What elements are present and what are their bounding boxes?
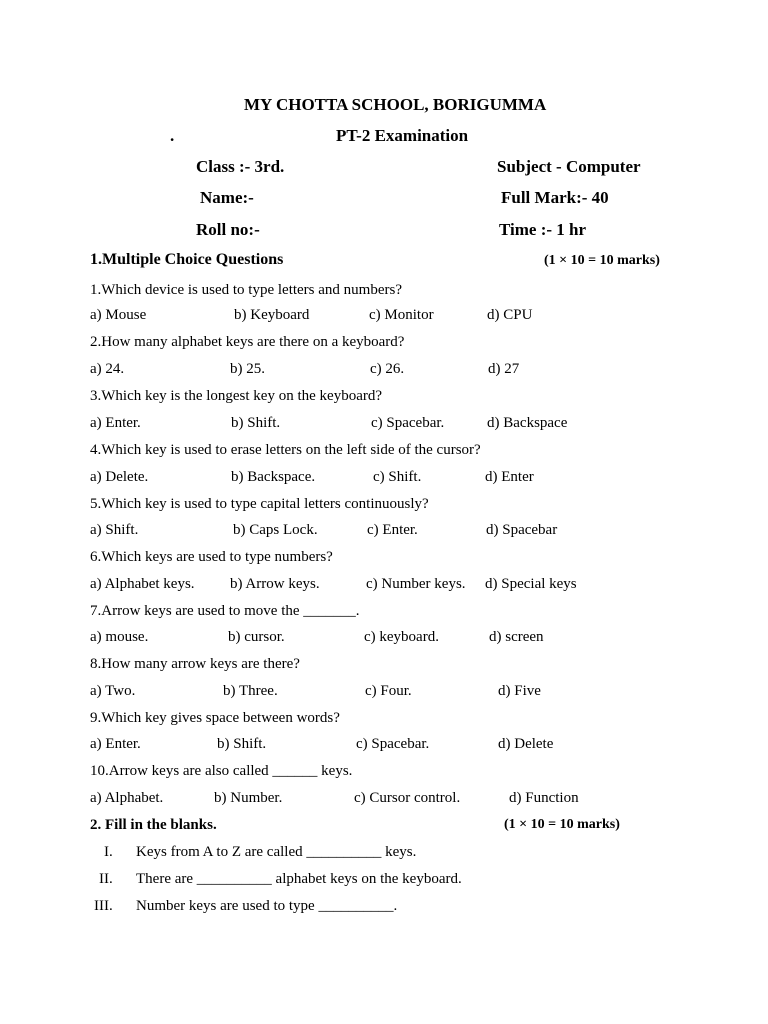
option-b: b) Arrow keys. [230, 576, 320, 592]
options-8 [0, 683, 768, 703]
options-2 [0, 361, 768, 381]
option-a: a) Two. [90, 683, 136, 699]
option-d: d) Backspace [487, 415, 568, 431]
options-3 [0, 415, 768, 435]
school-name: MY CHOTTA SCHOOL, BORIGUMMA [244, 95, 547, 114]
option-b: b) Shift. [231, 415, 281, 431]
option-a: a) Alphabet keys. [90, 576, 195, 592]
question-9: 9.Which key gives space between words? [90, 710, 340, 726]
option-d: d) Spacebar [486, 522, 558, 538]
option-c: c) Enter. [367, 522, 418, 538]
subject-label: Subject - Computer [497, 157, 641, 176]
question-5: 5.Which key is used to type capital letters continuously? [90, 496, 429, 512]
option-d: d) 27 [488, 361, 520, 377]
option-c: c) Number keys. [366, 576, 466, 592]
question-8: 8.How many arrow keys are there? [90, 656, 300, 672]
option-d: d) Delete [498, 736, 554, 752]
option-d: d) CPU [487, 307, 533, 323]
option-d: d) Function [509, 790, 579, 806]
option-a: a) Delete. [90, 469, 149, 485]
option-c: c) Spacebar. [371, 415, 445, 431]
full-mark-label: Full Mark:- 40 [501, 188, 609, 207]
options-5 [0, 522, 768, 542]
fill-blank-num-1: I. [104, 844, 113, 860]
option-c: c) Spacebar. [356, 736, 430, 752]
question-3: 3.Which key is the longest key on the keyboard? [90, 388, 383, 404]
option-c: c) Shift. [373, 469, 422, 485]
section1-marks: (1 × 10 = 10 marks) [544, 253, 660, 268]
option-b: b) Caps Lock. [233, 522, 318, 538]
option-a: a) Enter. [90, 736, 141, 752]
section2-marks: (1 × 10 = 10 marks) [504, 817, 620, 832]
question-7: 7.Arrow keys are used to move the _______. [90, 603, 360, 619]
option-b: b) Shift. [217, 736, 267, 752]
fill-blank-num-2: II. [99, 871, 113, 887]
options-10 [0, 790, 768, 810]
option-c: c) 26. [370, 361, 405, 377]
option-d: d) screen [489, 629, 544, 645]
option-b: b) cursor. [228, 629, 285, 645]
section2-title: 2. Fill in the blanks. [90, 817, 217, 833]
option-a: a) Alphabet. [90, 790, 164, 806]
fill-blank-2: There are __________ alphabet keys on the keyboard. [136, 871, 462, 887]
options-6 [0, 576, 768, 596]
option-c: c) Monitor [369, 307, 434, 323]
question-10: 10.Arrow keys are also called ______ keys. [90, 763, 353, 779]
option-a: a) Mouse [90, 307, 147, 323]
question-4: 4.Which key is used to erase letters on the left side of the cursor? [90, 442, 481, 458]
option-d: d) Enter [485, 469, 534, 485]
option-c: c) keyboard. [364, 629, 439, 645]
question-2: 2.How many alphabet keys are there on a keyboard? [90, 334, 405, 350]
class-label: Class :- 3rd. [196, 157, 285, 176]
option-d: d) Special keys [485, 576, 577, 592]
section1-title: 1.Multiple Choice Questions [90, 251, 284, 268]
options-7 [0, 629, 768, 649]
option-b: b) Number. [214, 790, 283, 806]
header-dot: . [170, 126, 175, 145]
option-b: b) 25. [230, 361, 265, 377]
option-c: c) Four. [365, 683, 412, 699]
options-9 [0, 736, 768, 756]
fill-blank-num-3: III. [94, 898, 113, 914]
options-4 [0, 469, 768, 489]
name-label: Name:- [200, 188, 254, 207]
option-a: a) 24. [90, 361, 125, 377]
question-1: 1.Which device is used to type letters and numbers? [90, 282, 402, 298]
fill-blank-3: Number keys are used to type __________. [136, 898, 398, 914]
option-b: b) Three. [223, 683, 278, 699]
option-b: b) Backspace. [231, 469, 316, 485]
option-c: c) Cursor control. [354, 790, 461, 806]
option-b: b) Keyboard [234, 307, 310, 323]
option-a: a) Shift. [90, 522, 139, 538]
options-1 [0, 307, 768, 327]
option-a: a) Enter. [90, 415, 141, 431]
fill-blank-1: Keys from A to Z are called __________ keys. [136, 844, 417, 860]
option-d: d) Five [498, 683, 541, 699]
exam-title: PT-2 Examination [336, 126, 469, 145]
roll-label: Roll no:- [196, 220, 260, 239]
question-6: 6.Which keys are used to type numbers? [90, 549, 333, 565]
option-a: a) mouse. [90, 629, 149, 645]
time-label: Time :- 1 hr [499, 220, 587, 239]
